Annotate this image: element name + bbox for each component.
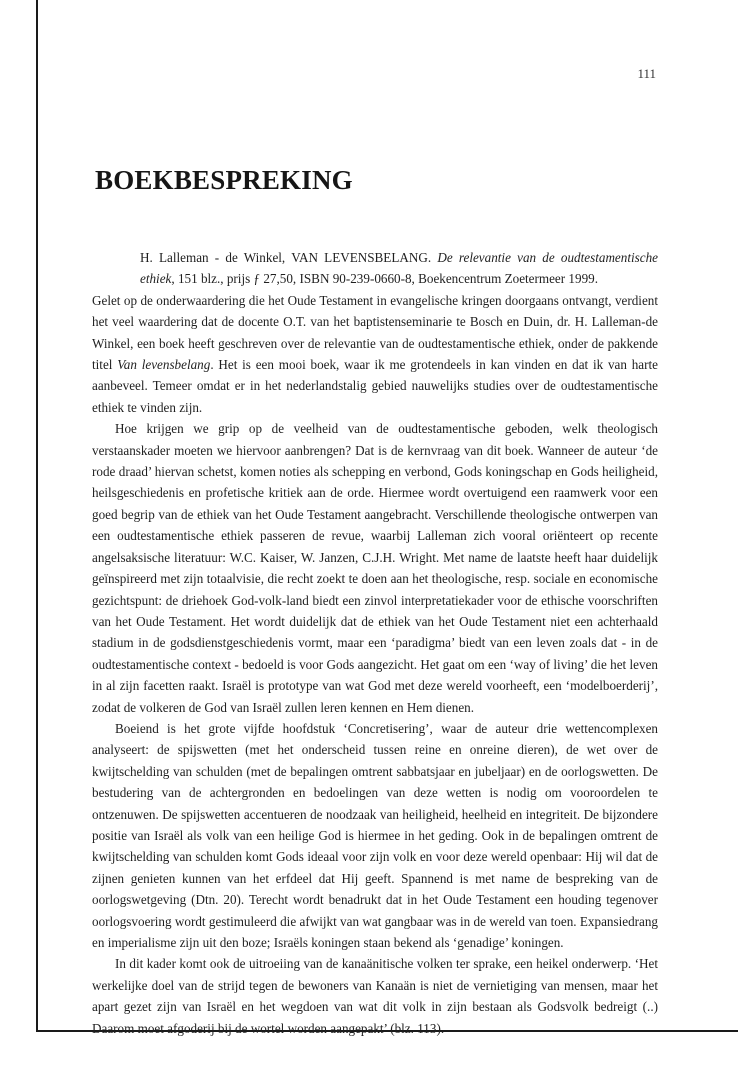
page-title: BOEKBESPREKING [95,165,353,195]
book-subtitle: De relevantie van de oudtestamentische ethiek [140,250,658,287]
book-details: , 151 blz., prijs ƒ 27,50, ISBN 90-239-0660-8, Boekencentrum Zoetermeer 1999. [171,271,598,287]
paragraph-2: Hoe krijgen we grip op de veelheid van de oudtestamentische geboden, welk theologisch verstaanskader moeten we hiervoor aanbrengen? Dat is de kernvraag van dit boek. Wanneer de auteur ‘de rode draad’ hiervan schetst, komen noties als schepping en verbond, Gods koningschap en Gods heiligheid, heilsgeschiedenis en profetische kritiek aan de orde. Hiermee wordt overtuigend een raamwerk voor een goed begrip van de ethiek van het Oude Testament aangebracht. Verschillende theologische ontwerpen van een oudtestamentische ethiek passeren de revue, waarbij Lalleman zich vooral oriënteert op recente angelsaksische literatuur: W.C. Kaiser, W. Janzen, C.J.H. Wright. Met name de laatste heeft haar duidelijk geïnspireerd met zijn totaalvisie, die recht zoekt te doen aan het theologische, resp. sociale en economische gezichtspunt: de driehoek God-volk-land biedt een zinvol interpretatiekader voor de ethische voorschriften van het Oude Testament. Het wordt duidelijk dat de ethiek van het Oude Testament niet een achterhaald stadium in de godsdienstgeschiedenis vormt, maar een ‘paradigma’ biedt van een leven zoals dat - in de oudtestamentische context - bedoeld is voor Gods aangezicht. Het gaat om een ‘way of living’ die het leven in al zijn facetten raakt. Israël is prototype van wat God met deze wereld voorheeft, een ‘modelboerderij’, zodat de volkeren de God van Israël zullen leren kennen en Hem dienen. [92,421,658,715]
paragraph-4: In dit kader komt ook de uitroeiing van de kanaänitische volken ter sprake, een heikel onderwerp. ‘Het werkelijke doel van de strijd tegen de bewoners van Kanaän is niet de vernietiging van mensen, maar het apart gezet zijn van Israël en het wegdoen van wat dit volk in zijn bestaan als Godsvolk bedreigt (..) Daarom moet afgoderij bij de wortel worden aangepakt’ (blz. 113). [92,956,658,1036]
paragraph-3: Boeiend is het grote vijfde hoofdstuk ‘Concretisering’, waar de auteur drie wettencomplexen analyseert: de spijswetten (met het onderscheid tussen reine en onreine dieren), de wet over de kwijtschelding van schulden (met de bepalingen omtrent sabbatsjaar en jubeljaar) en de oorlogswetten. De bestudering van de achtergronden en bedoelingen van deze wetten is nodig om vooroordelen te ontzenuwen. De spijswetten accentueren de noodzaak van heiligheid, heelheid en integriteit. De bijzondere positie van Israël als volk van een heilige God is hiermee in het geding. Ook in de bepalingen omtrent de kwijtschelding van schulden komt Gods ideaal voor zijn volk en voor deze wereld openbaar: Hij wil dat de zijnen genieten kunnen van het erfdeel dat Hij geeft. Spannend is met name de bespreking van de oorlogswetgeving (Dtn. 20). Terecht wordt benadrukt dat in het Oude Testament een houding tegenover oorlogsvoering wordt gestimuleerd die afwijkt van wat gangbaar was in de wereld van toen. Expansiedrang en imperialisme zijn uit den boze; Israëls koningen staan bekend als ‘genadige’ koningen. [92,720,658,950]
book-title: VAN LEVENSBELANG. [291,250,438,265]
paragraph-1-text-a: Gelet op de onderwaardering die het Oude Testament in evangelische kringen doorgaans ontvangt, verdient het veel waardering dat de docente O.T. van het baptistenseminarie te Bosch en Duin, dr. H. Lalleman-de Winkel, een boek heeft geschreven over de relevantie van de oudtestamentische ethiek, onder de pakkende titel [92,292,658,373]
article-body [92,247,658,1039]
paragraph-1-italic-title: Van levensbelang [117,357,211,373]
page-number: 111 [637,66,656,81]
paragraph-1 [92,290,658,418]
book-author: H. Lalleman - de Winkel, [140,250,292,265]
paragraph-1-text-b: . Het is een mooi boek, waar ik me grotendeels in kan vinden en dat ik van harte aanbeveel. Temeer omdat er in het nederlandstalig gebied nauwelijks studies over de oudtestamentische ethiek te vinden zijn. [92,357,658,415]
scan-edge-left [36,0,38,1030]
book-citation [92,247,658,290]
